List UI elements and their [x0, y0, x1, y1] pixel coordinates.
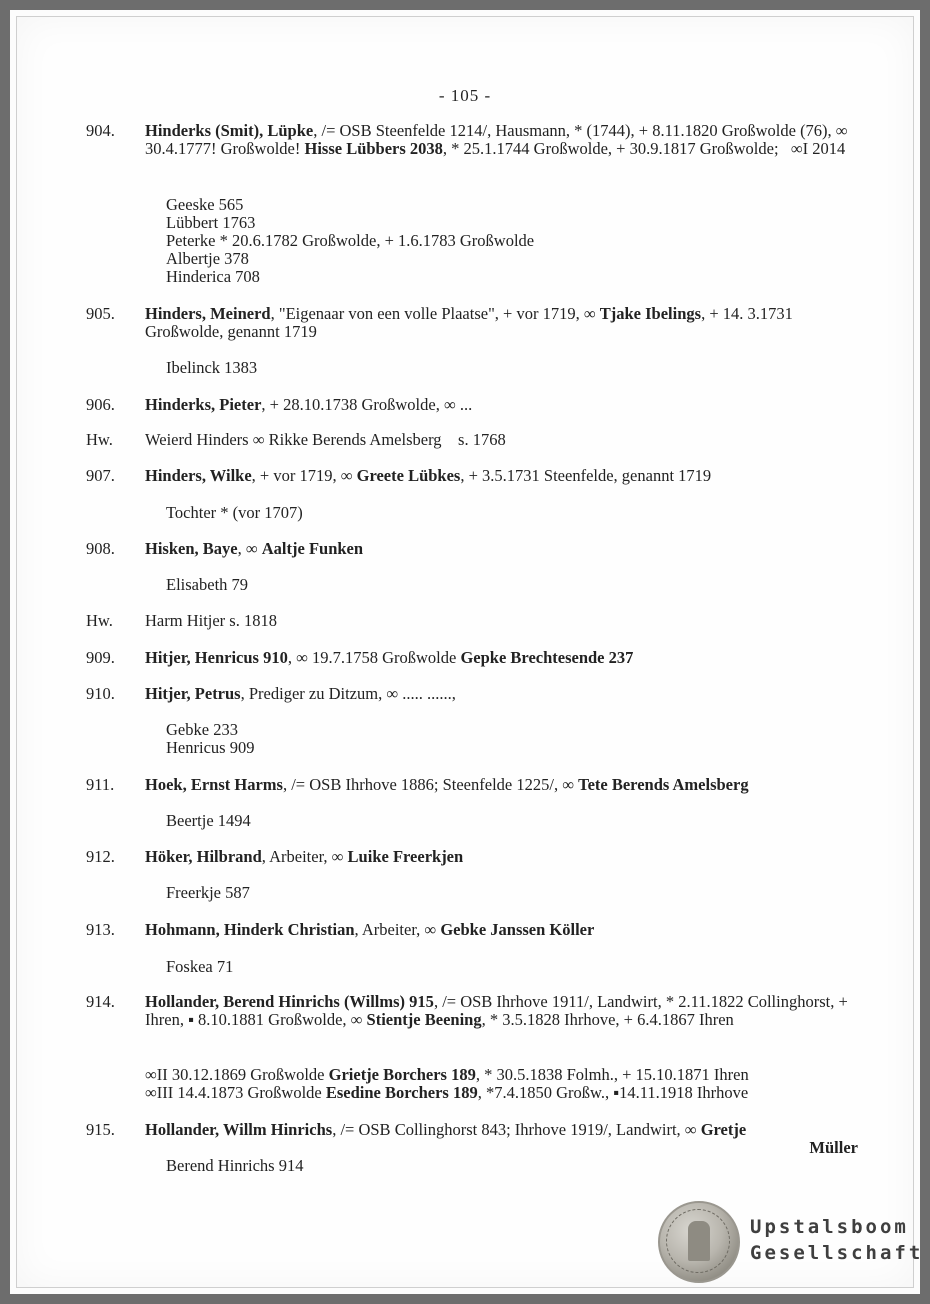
child-line: Geeske 565: [166, 195, 244, 214]
entry-text: Hinders, Wilke, + vor 1719, ∞ Greete Lübkes, + 3.5.1731 Steenfelde, genannt 1719: [145, 466, 712, 485]
children-910: [166, 721, 254, 757]
entry-909: [86, 649, 858, 667]
child-line: Gebke 233: [166, 720, 238, 739]
entry-914: [86, 993, 858, 1029]
entry-number: 914.: [86, 992, 115, 1011]
children-915: [166, 1157, 303, 1175]
child-line: Henricus 909: [166, 738, 255, 757]
child-line: ∞III 14.4.1873 Großwolde Esedine Borchers 189, *7.4.1850 Großw., ▪14.11.1918 Ihrhove: [145, 1083, 749, 1102]
entry-913: [86, 921, 858, 939]
entry-number: 915.: [86, 1120, 115, 1139]
child-line: Albertje 378: [166, 249, 249, 268]
child-line: Berend Hinrichs 914: [166, 1156, 304, 1175]
children-904: [166, 196, 534, 286]
entry-text: Hollander, Willm Hinrichs, /= OSB Collinghorst 843; Ihrhove 1919/, Landwirt, ∞ Gretje Müller: [145, 1120, 858, 1157]
entry-text: Hitjer, Petrus, Prediger zu Ditzum, ∞ ..... ......,: [145, 684, 456, 703]
children-912: [166, 884, 250, 902]
entry-text: Hollander, Berend Hinrichs (Willms) 915, /= OSB Ihrhove 1911/, Landwirt, * 2.11.1822 Collinghorst, + Ihren, ▪ 8.10.1881 Großwolde, ∞ Stientje Beening, * 3.5.1828 Ihrhove, + 6.4.1867 Ihren: [145, 992, 848, 1029]
entry-906: [86, 396, 858, 414]
entry-text: Hinderks, Pieter, + 28.10.1738 Großwolde, ∞ ...: [145, 395, 473, 414]
entry-907: [86, 467, 858, 485]
entry-number: 909.: [86, 648, 115, 667]
child-line: Hinderica 708: [166, 267, 260, 286]
brand-line-1: Upstalsboom: [750, 1216, 909, 1238]
entry-910: [86, 685, 858, 703]
entry-number: 905.: [86, 304, 115, 323]
entry-text: Höker, Hilbrand, Arbeiter, ∞ Luike Freerkjen: [145, 847, 464, 866]
entry-number: 910.: [86, 684, 115, 703]
children-913: [166, 958, 233, 976]
children-905: [166, 359, 257, 377]
entry-905: [86, 305, 858, 341]
entry-text: Hohmann, Hinderk Christian, Arbeiter, ∞ Gebke Janssen Köller: [145, 920, 595, 939]
child-line: Freerkje 587: [166, 883, 250, 902]
children-907: [166, 504, 303, 522]
child-line: Foskea 71: [166, 957, 234, 976]
society-seal-icon: [658, 1201, 740, 1283]
entry-number: 906.: [86, 395, 115, 414]
brand-logo: [750, 1214, 923, 1266]
child-line: Lübbert 1763: [166, 213, 256, 232]
child-line: ∞II 30.12.1869 Großwolde Grietje Borchers 189, * 30.5.1838 Folmh., + 15.10.1871 Ihren: [145, 1065, 749, 1084]
entry-915: [86, 1121, 858, 1157]
entry-text: Hitjer, Henricus 910, ∞ 19.7.1758 Großwolde Gepke Brechtesende 237: [145, 648, 634, 667]
entry-text: Hisken, Baye, ∞ Aaltje Funken: [145, 539, 364, 558]
child-line: Peterke * 20.6.1782 Großwolde, + 1.6.1783 Großwolde: [166, 231, 535, 250]
entry-number: Hw.: [86, 430, 113, 449]
entry-number: 911.: [86, 775, 115, 794]
brand-line-2: Gesellschaft: [750, 1242, 924, 1264]
child-line: Elisabeth 79: [166, 575, 249, 594]
child-line: Tochter * (vor 1707): [166, 503, 303, 522]
entry-908: [86, 540, 858, 558]
entry-text: Weierd Hinders ∞ Rikke Berends Amelsberg s. 1768: [145, 430, 506, 449]
entry-912: [86, 848, 858, 866]
children-911: [166, 812, 251, 830]
child-line: Ibelinck 1383: [166, 358, 258, 377]
entry-text: Hoek, Ernst Harms, /= OSB Ihrhove 1886; Steenfelde 1225/, ∞ Tete Berends Amelsberg: [145, 775, 749, 794]
entry-hw-1768: [86, 431, 858, 449]
entry-number: 913.: [86, 920, 115, 939]
entry-text: Harm Hitjer s. 1818: [145, 611, 277, 630]
entry-904: [86, 122, 858, 158]
entry-number: 907.: [86, 466, 115, 485]
entry-hw-1818: [86, 612, 858, 630]
entry-number: Hw.: [86, 611, 113, 630]
entry-number: 908.: [86, 539, 115, 558]
entry-number: 904.: [86, 121, 115, 140]
children-908: [166, 576, 248, 594]
entry-number: 912.: [86, 847, 115, 866]
entry-text: Hinderks (Smit), Lüpke, /= OSB Steenfelde 1214/, Hausmann, * (1744), + 8.11.1820 Großwolde (76), ∞ 30.4.1777! Großwolde! Hisse Lübbers 2038, * 25.1.1744 Großwolde, + 30.9.1817 Großwolde; ∞I 2014: [145, 121, 848, 158]
entry-911: [86, 776, 858, 794]
child-line: Beertje 1494: [166, 811, 251, 830]
marriages-914: [145, 1066, 749, 1102]
entry-text: Hinders, Meinerd, "Eigenaar von een volle Plaatse", + vor 1719, ∞ Tjake Ibelings, + 14. 3.1731 Großwolde, genannt 1719: [145, 304, 793, 341]
page-number: - 105 -: [438, 86, 492, 105]
